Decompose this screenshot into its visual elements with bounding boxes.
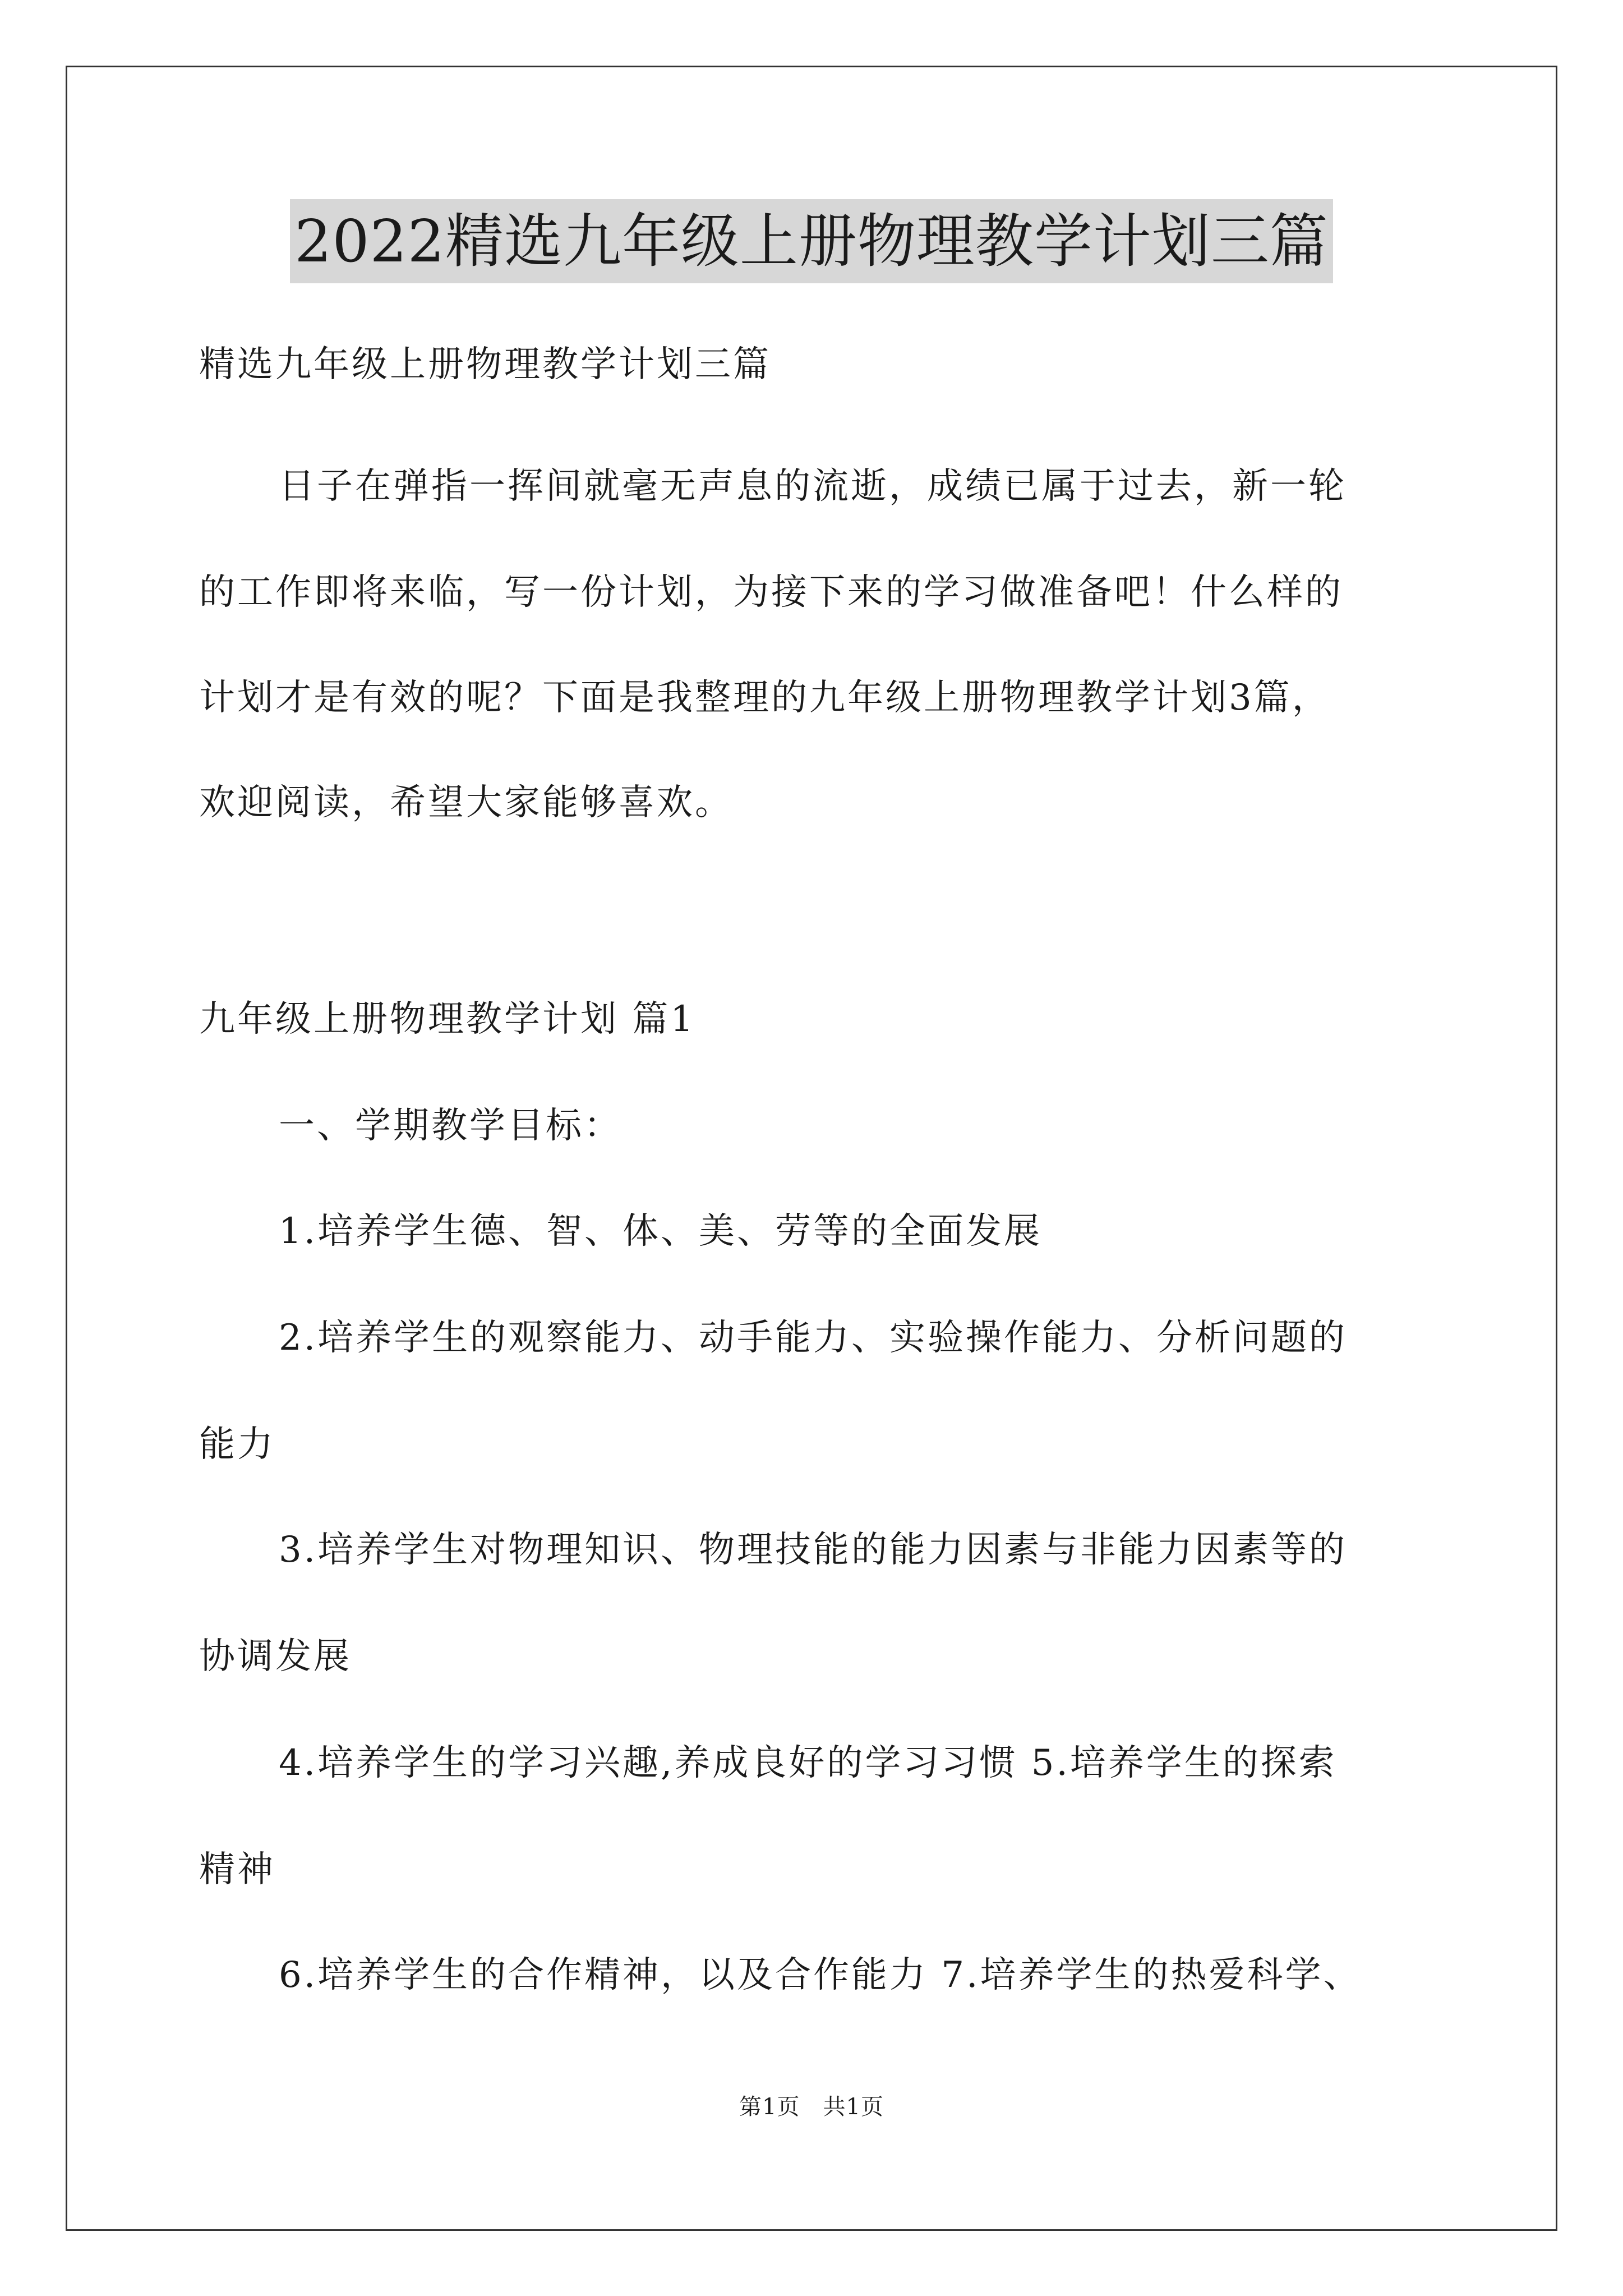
subtitle-line: 精选九年级上册物理教学计划三篇: [199, 344, 771, 385]
paragraph-line: 协调发展: [199, 1636, 352, 1677]
paragraph-line: 6.培养学生的合作精神，以及合作能力 7.培养学生的热爱科学、: [279, 1954, 1362, 1996]
paragraph-line: 2.培养学生的观察能力、动手能力、实验操作能力、分析问题的: [279, 1317, 1348, 1359]
paragraph-line: 的工作即将来临，写一份计划，为接下来的学习做准备吧！什么样的: [199, 572, 1343, 613]
paragraph-line: 欢迎阅读，希望大家能够喜欢。: [199, 782, 733, 823]
paragraph-line: 3.培养学生对物理知识、物理技能的能力因素与非能力因素等的: [279, 1529, 1348, 1571]
paragraph-line: 精神: [199, 1849, 275, 1890]
paragraph-line: 一、学期教学目标：: [279, 1105, 622, 1147]
document-title: 2022精选九年级上册物理教学计划三篇: [290, 199, 1333, 283]
paragraph-line: 能力: [199, 1424, 275, 1465]
paragraph-line: 计划才是有效的呢？下面是我整理的九年级上册物理教学计划3篇，: [199, 677, 1330, 719]
section-heading: 九年级上册物理教学计划 篇1: [199, 999, 696, 1040]
paragraph-line: 1.培养学生德、智、体、美、劳等的全面发展: [279, 1211, 1043, 1252]
paragraph-line: 4.培养学生的学习兴趣,养成良好的学习习惯 5.培养学生的探索: [279, 1742, 1337, 1784]
page-footer: 第1页 共1页: [739, 2094, 884, 2120]
paragraph-line: 日子在弹指一挥间就毫无声息的流逝，成绩已属于过去，新一轮: [279, 466, 1347, 507]
title-container: [0, 199, 1623, 283]
